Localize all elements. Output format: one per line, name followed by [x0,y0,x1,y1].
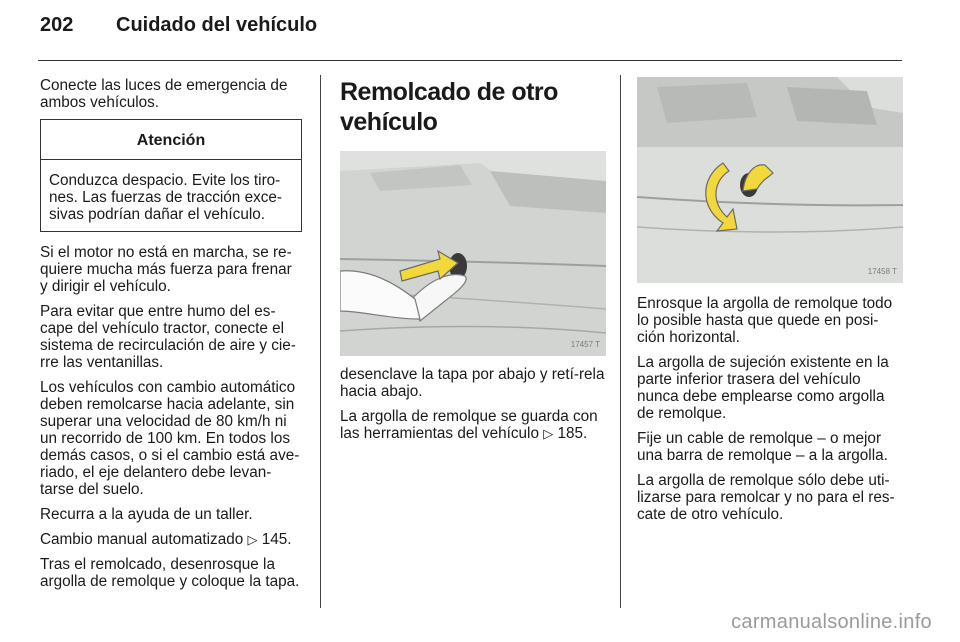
page-header [40,14,317,37]
paragraph: Recurra a la ayuda de un taller. [40,506,253,523]
paragraph: Los vehículos con cambio automático deben remolcarse hacia adelante, sin superar una velocidad de 80 km/h ni un recorrido de 100 km. En todos los demás casos, o si el cambio está ave-riado, el eje delantero debe levan-tarse del suelo. [40,379,300,498]
paragraph: desenclave la tapa por abajo y retí-rela hacia abajo. [340,366,605,400]
page-title: Cuidado del vehículo [116,14,318,36]
header-rule [38,60,902,61]
paragraph: Fije un cable de remolque – o mejor una barra de remolque – a la argolla. [637,430,888,464]
column-2 [340,77,606,450]
paragraph: La argolla de sujeción existente en la parte inferior trasera del vehículo nunca debe emplearse como argolla de remolque. [637,354,889,422]
paragraph: Para evitar que entre humo del es-cape del vehículo tractor, conecte el sistema de recirculación de aire y cie-rre las ventanillas. [40,303,296,371]
image-code: 17457 T [570,340,600,349]
paragraph: Tras el remolcado, desenrosque la argolla de remolque y coloque la tapa. [40,556,300,590]
page-number: 202 [40,14,74,36]
column-3 [637,77,903,531]
paragraph-with-reference [40,531,302,548]
column-1 [40,77,302,598]
section-heading: Remolcado de otro vehículo [340,78,558,136]
paragraph: Si el motor no está en marcha, se re-quiere mucha más fuerza para frenar y dirigir el vehículo. [40,244,292,295]
reference-page[interactable]: 185. [557,425,588,442]
illustration-unlock-cover [340,151,606,356]
paragraph-text: Cambio manual automatizado [40,531,244,548]
warning-text: Conduzca despacio. Evite los tiro-nes. Las fuerzas de tracción exce-sivas podrían dañar el vehículo. [49,172,282,223]
paragraph-with-reference [340,408,606,442]
reference-page[interactable]: 145. [261,531,292,548]
warning-title: Atención [41,120,301,160]
column-divider [320,75,321,608]
paragraph: Enrosque la argolla de remolque todo lo posible hasta que quede en posi-ción horizontal. [637,295,893,346]
reference-arrow-icon[interactable]: ▷ [247,532,258,547]
paragraph-text: La argolla de remolque se guarda con las herramientas del vehículo [340,408,598,442]
warning-box [40,119,302,232]
paragraph: Conecte las luces de emergencia de ambos vehículos. [40,77,288,111]
reference-arrow-icon[interactable]: ▷ [543,426,554,441]
image-code: 17458 T [867,267,897,276]
illustration-screw-in-tow-eye [637,77,903,283]
column-divider [620,75,621,608]
paragraph: La argolla de remolque sólo debe uti-lizarse para remolcar y no para el res-cate de otro vehículo. [637,472,895,523]
watermark: carmanualsonline.info [731,611,932,633]
